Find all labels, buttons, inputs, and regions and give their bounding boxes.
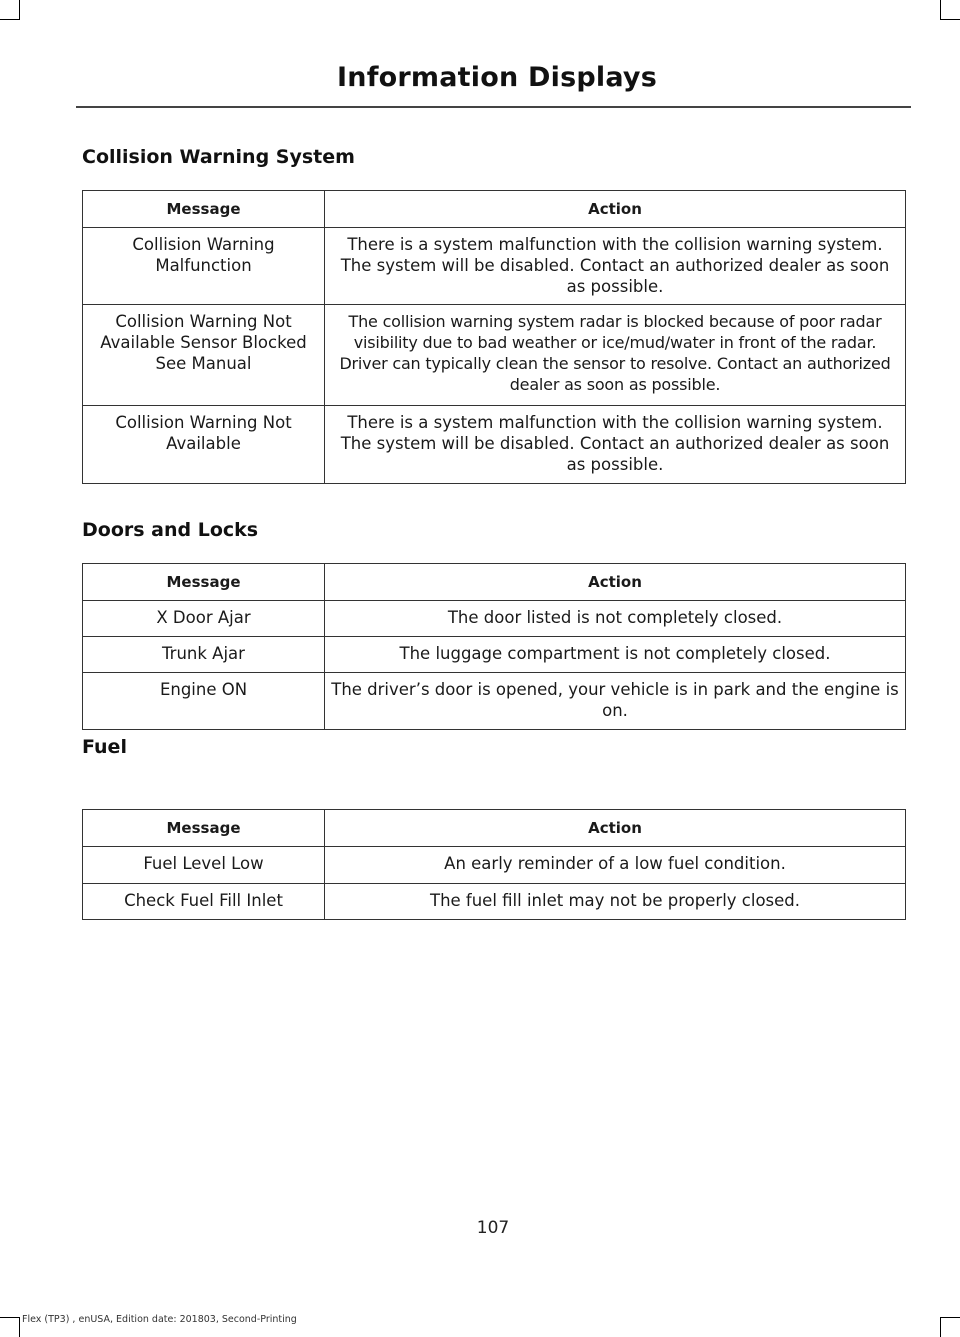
table-row <box>83 637 906 673</box>
edition-footer: Flex (TP3) , enUSA, Edition date: 201803, Second-Printing <box>22 1314 297 1325</box>
crop-mark <box>940 0 941 20</box>
action-cell: There is a system malfunction with the collision warning system. The system will be disabled. Contact an authorized dealer as soon as possible. <box>325 228 906 305</box>
page-number: 107 <box>476 1218 510 1238</box>
action-cell: The fuel fill inlet may not be properly closed. <box>325 884 906 920</box>
message-cell: Engine ON <box>83 673 325 730</box>
section-title-doors-locks: Doors and Locks <box>82 519 259 541</box>
column-header-message: Message <box>83 191 325 228</box>
doors-locks-table <box>82 563 906 730</box>
crop-mark <box>940 19 960 20</box>
message-cell: Trunk Ajar <box>83 637 325 673</box>
message-cell: X Door Ajar <box>83 601 325 637</box>
section-title-collision-warning: Collision Warning System <box>82 146 355 168</box>
action-cell: The collision warning system radar is blocked because of poor radar visibility due to bad weather or ice/mud/water in front of the radar. Driver can typically clean the sensor to resolve. Contact an authorized dealer as soon as possible. <box>325 305 906 406</box>
table-header-row <box>83 191 906 228</box>
crop-mark <box>19 0 20 20</box>
column-header-message: Message <box>83 564 325 601</box>
message-cell: Collision Warning Malfunction <box>83 228 325 305</box>
table-row <box>83 305 906 406</box>
action-cell: The door listed is not completely closed. <box>325 601 906 637</box>
table-row <box>83 884 906 920</box>
column-header-message: Message <box>83 810 325 847</box>
table-row <box>83 228 906 305</box>
message-cell: Check Fuel Fill Inlet <box>83 884 325 920</box>
crop-mark <box>940 1317 941 1337</box>
crop-mark <box>0 1317 20 1318</box>
crop-mark <box>940 1317 960 1318</box>
table-row <box>83 673 906 730</box>
column-header-action: Action <box>325 564 906 601</box>
action-cell: The driver’s door is opened, your vehicle is in park and the engine is on. <box>325 673 906 730</box>
action-cell: The luggage compartment is not completely closed. <box>325 637 906 673</box>
message-cell: Collision Warning Not Available Sensor Blocked See Manual <box>83 305 325 406</box>
page-title: Information Displays <box>337 62 657 93</box>
action-cell: An early reminder of a low fuel condition. <box>325 847 906 884</box>
table-row <box>83 847 906 884</box>
crop-mark <box>19 1317 20 1337</box>
column-header-action: Action <box>325 810 906 847</box>
table-header-row <box>83 564 906 601</box>
column-header-action: Action <box>325 191 906 228</box>
table-row <box>83 406 906 484</box>
section-title-fuel: Fuel <box>82 736 127 758</box>
message-cell: Collision Warning Not Available <box>83 406 325 484</box>
table-row <box>83 601 906 637</box>
collision-warning-table <box>82 190 906 484</box>
action-cell: There is a system malfunction with the collision warning system. The system will be disabled. Contact an authorized dealer as soon as possible. <box>325 406 906 484</box>
fuel-table <box>82 809 906 920</box>
message-cell: Fuel Level Low <box>83 847 325 884</box>
header-divider <box>76 106 911 108</box>
crop-mark <box>0 19 20 20</box>
table-header-row <box>83 810 906 847</box>
